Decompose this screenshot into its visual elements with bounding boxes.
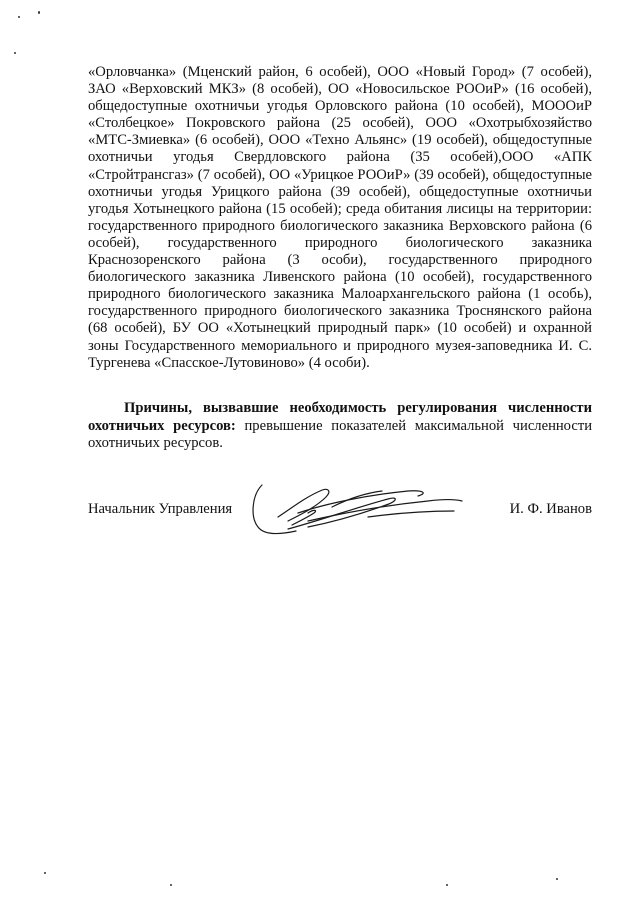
signature-block	[88, 497, 592, 537]
scan-speck	[170, 884, 172, 886]
signatory-position: Начальник Управления	[88, 501, 233, 517]
main-paragraph: «Орловчанка» (Мценский район, 6 особей), ООО «Новый Город» (7 особей), ЗАО «Верховский МКЗ» (8 особей), ОО «Новосильское РООиР» (16 особей), общедоступные охотничьи угодья Орловского района (10 особей), МОООиР «Столбецкое» Покровского района (25 особей), ООО «Охотрыбхозяйство «МТС-Змиевка» (6 особей), ООО «Техно Альянс» (19 особей), общедоступные охотничьи угодья Свердловского района (35 особей),ООО «АПК «Стройтрансгаз» (7 особей), ОО «Урицкое РООиР» (39 особей), общедоступные охотничьи угодья Урицкого района (39 особей), общедоступные охотничьи угодья Хотынецкого района (15 особей); среда обитания лисицы на территории: государственного природного биологического заказника Верховского района (6 особей), государственного природного биологического заказника Краснозоренского района (3 особи), государственного природного биологического заказника Ливенского района (10 особей), государственного природного биологического заказника Малоархангельского района (1 особь), государственного природного биологического заказника Троснянского района (68 особей), БУ ОО «Хотынецкий природный парк» (10 особей) и охранной зоны Государственного мемориального и природного музея-заповедника И. С. Тургенева «Спасское-Лутовиново» (4 особи).	[88, 64, 592, 371]
scan-speck	[14, 52, 16, 54]
scan-speck	[446, 884, 448, 886]
reasons-text: превышение показателей максимальной численности охотничьих ресурсов.	[88, 417, 593, 452]
handwritten-signature-icon	[248, 477, 478, 541]
signatory-name: И. Ф. Иванов	[509, 501, 592, 517]
scan-speck	[18, 16, 20, 18]
scan-speck	[38, 11, 40, 14]
reasons-heading: Причины, вызвавшие необходимость регулирования численности охотничьих ресурсов:	[88, 400, 592, 434]
scan-speck	[44, 872, 46, 874]
scan-speck	[556, 878, 558, 880]
reasons-paragraph	[88, 400, 592, 453]
